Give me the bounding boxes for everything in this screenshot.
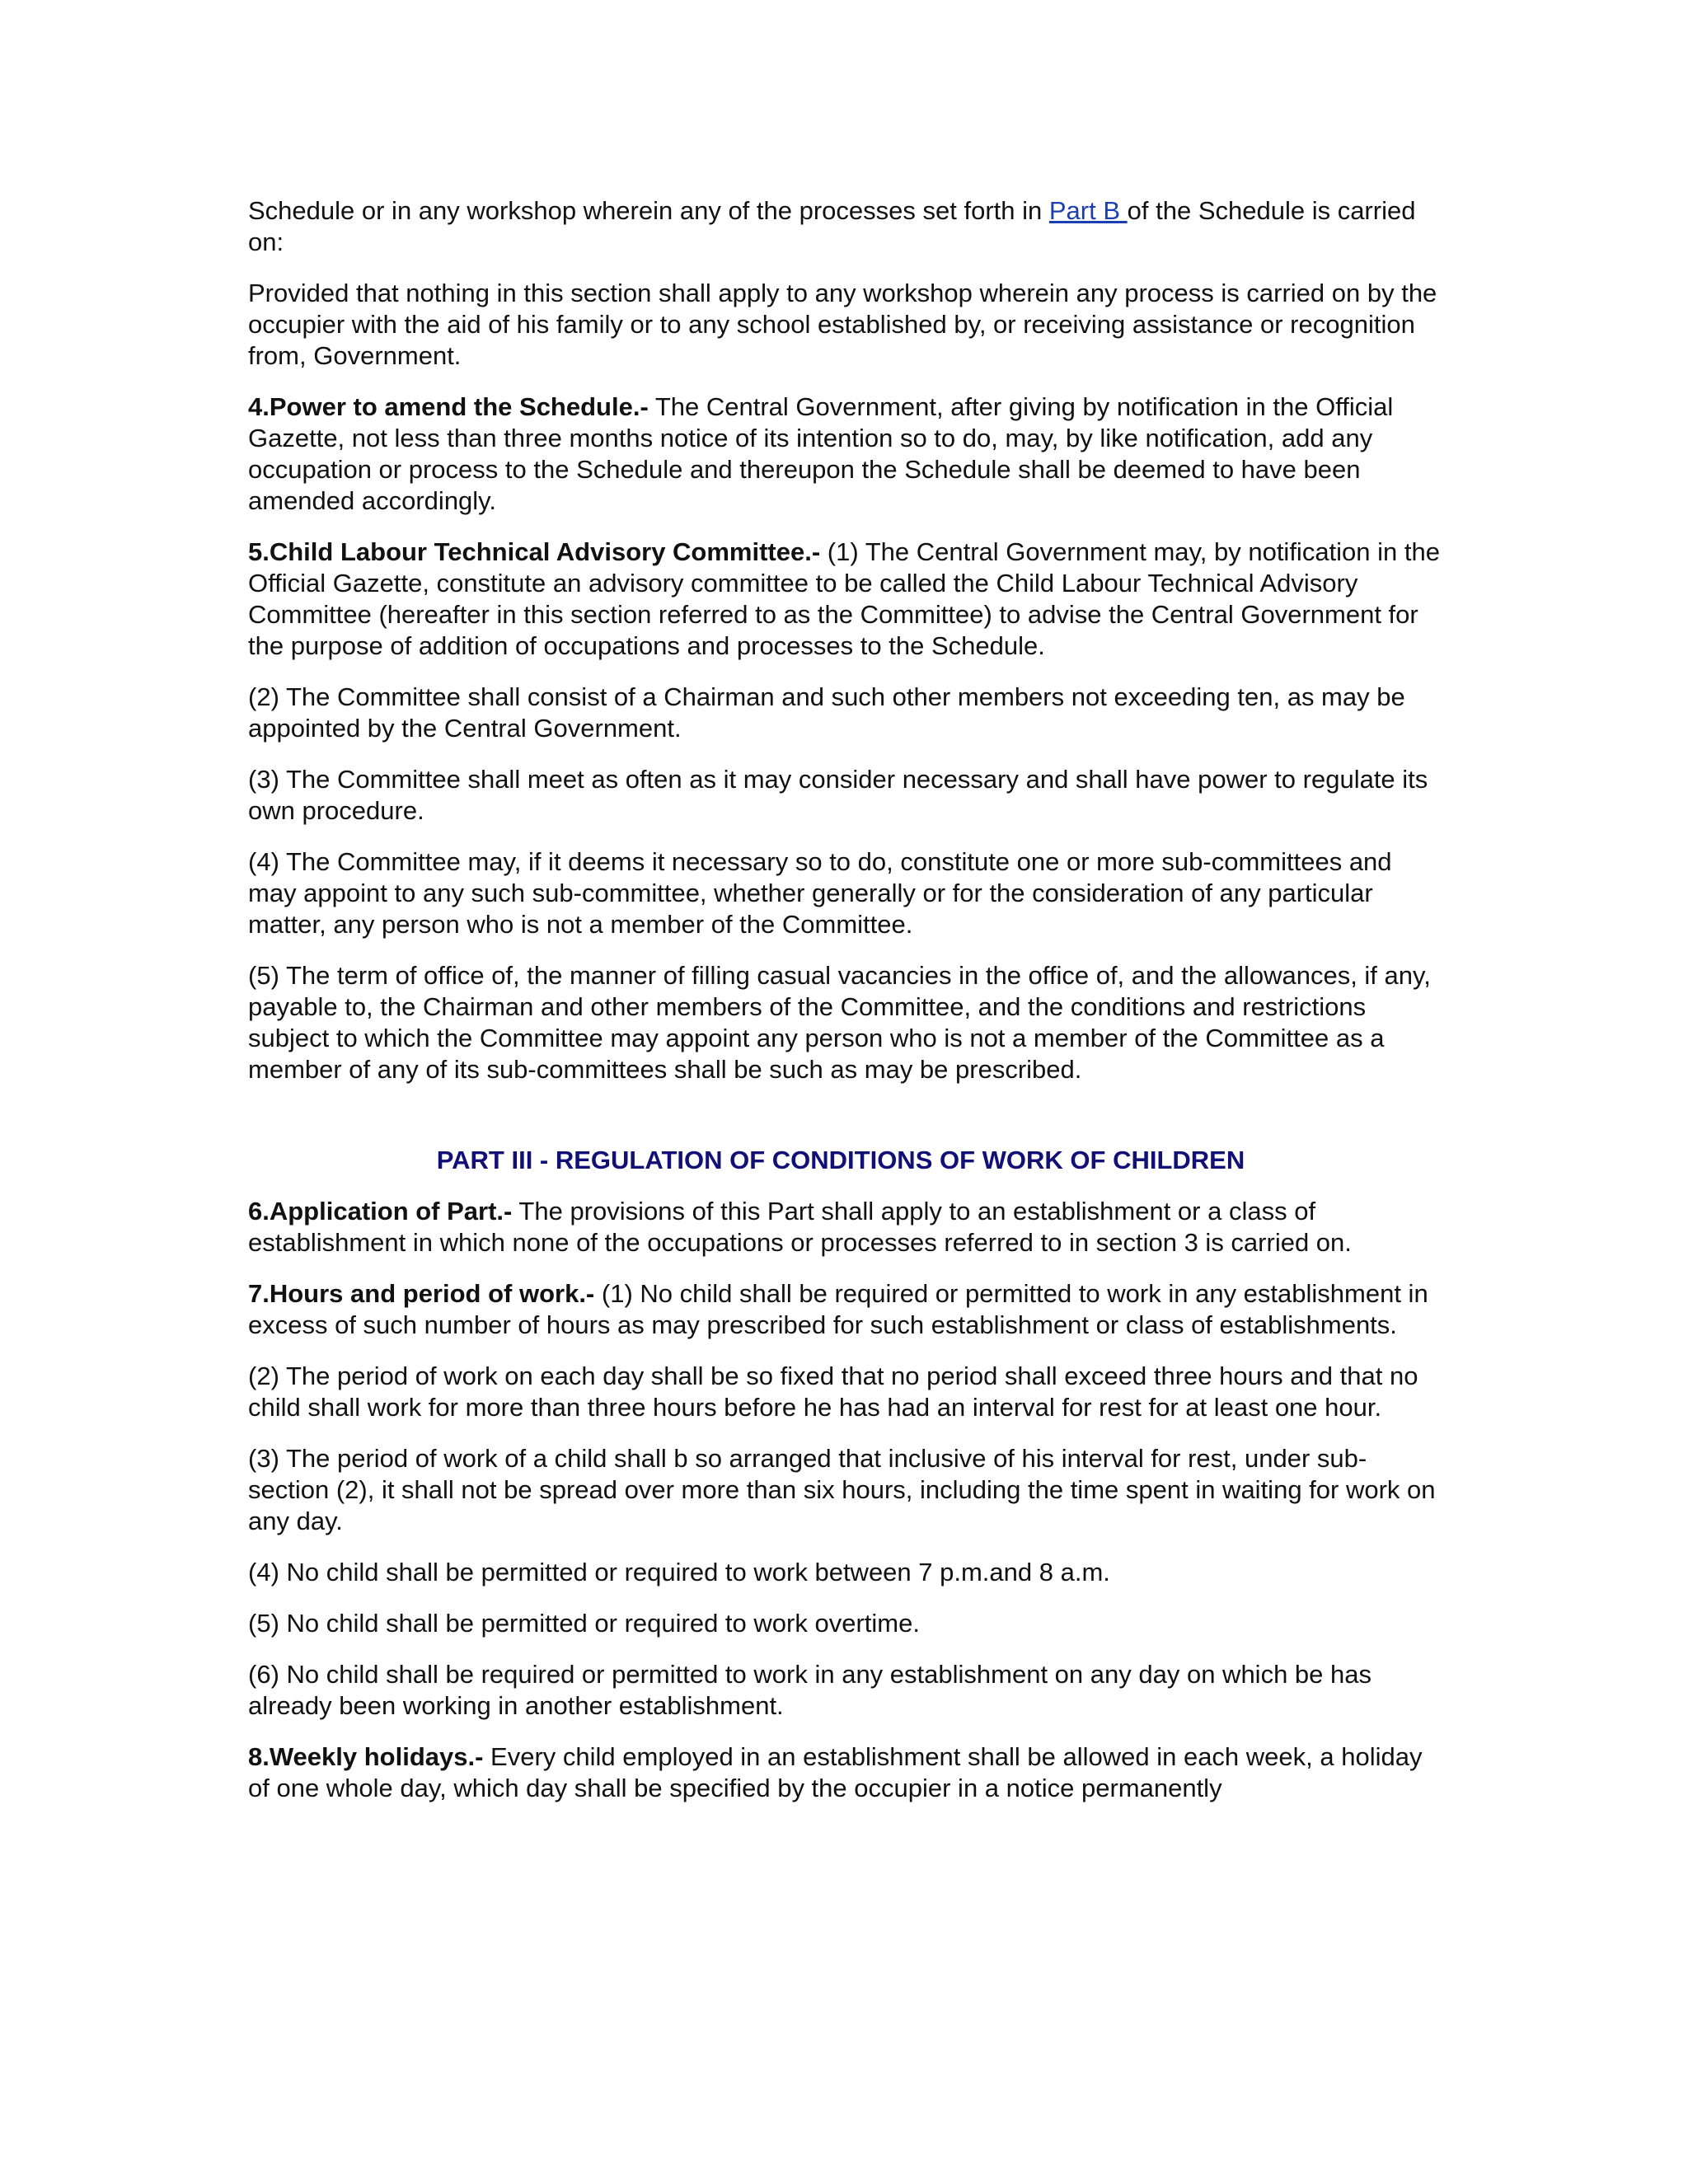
- section-6-paragraph: [248, 1196, 1443, 1258]
- proviso-paragraph: Provided that nothing in this section shall apply to any workshop wherein any process is carried on by the occupier with the aid of his family or to any school established by, or receiving assistance or recognition from, Government.: [248, 279, 1437, 370]
- intro-text-after-link: of the Schedule is carried on:: [248, 196, 1416, 256]
- part-iii-heading: PART III - REGULATION OF CONDITIONS OF WORK OF CHILDREN: [436, 1146, 1245, 1174]
- section-4-text: The Central Government, after giving by notification in the Official Gazette, not less than three months notice of its intention so to do, may, by like notification, add any occupation or process to the Schedule and thereupon the Schedule shall be deemed to have been amended accordingly.: [248, 392, 1394, 515]
- section-8-paragraph: [248, 1741, 1443, 1804]
- section-7-subsection-4: (4) No child shall be permitted or required to work between 7 p.m.and 8 a.m.: [248, 1558, 1110, 1586]
- section-7-heading: 7.Hours and period of work.-: [248, 1279, 595, 1308]
- section-4-heading: 4.Power to amend the Schedule.-: [248, 392, 649, 421]
- intro-paragraph: [248, 195, 1443, 258]
- section-5-text: (1) The Central Government may, by notification in the Official Gazette, constitute an advisory committee to be called the Child Labour Technical Advisory Committee (hereafter in this section referred to as the Committee) to advise the Central Government for the purpose of addition of occupations and processes to the Schedule.: [248, 537, 1440, 660]
- section-6-text: The provisions of this Part shall apply to an establishment or a class of establishment in which none of the occupations or processes referred to in section 3 is carried on.: [248, 1197, 1352, 1257]
- section-5-subsection-2: (2) The Committee shall consist of a Chairman and such other members not exceeding ten, as may be appointed by the Central Government.: [248, 682, 1405, 743]
- section-7-subsection-6: (6) No child shall be required or permitted to work in any establishment on any day on which be has already been working in another establishment.: [248, 1660, 1372, 1720]
- document-page: [248, 195, 1443, 1824]
- section-5-subsection-3: (3) The Committee shall meet as often as it may consider necessary and shall have power to regulate its own procedure.: [248, 765, 1428, 825]
- section-5-heading: 5.Child Labour Technical Advisory Committee.-: [248, 537, 821, 566]
- section-5-subsection-4: (4) The Committee may, if it deems it necessary so to do, constitute one or more sub-committees and may appoint to any such sub-committee, whether generally or for the consideration of any particular matter, any person who is not a member of the Committee.: [248, 847, 1392, 939]
- section-5-subsection-5: (5) The term of office of, the manner of filling casual vacancies in the office of, and the allowances, if any, payable to, the Chairman and other members of the Committee, and the conditions and restrictions subject to which the Committee may appoint any person who is not a member of the Committee as a member of any of its sub-committees shall be such as may be prescribed.: [248, 961, 1431, 1084]
- section-8-heading: 8.Weekly holidays.-: [248, 1742, 484, 1771]
- section-4-paragraph: [248, 391, 1443, 517]
- section-5-paragraph: [248, 537, 1443, 662]
- section-6-heading: 6.Application of Part.-: [248, 1197, 513, 1226]
- section-7-subsection-3: (3) The period of work of a child shall b so arranged that inclusive of his interval for rest, under sub-section (2), it shall not be spread over more than six hours, including the time spent in waiting for work on any day.: [248, 1444, 1436, 1535]
- intro-text-before-link: Schedule or in any workshop wherein any of the processes set forth in: [248, 196, 1049, 225]
- section-7-paragraph: [248, 1278, 1443, 1341]
- section-7-subsection-2: (2) The period of work on each day shall be so fixed that no period shall exceed three hours and that no child shall work for more than three hours before he has had an interval for rest for at least one hour.: [248, 1361, 1418, 1422]
- part-b-link[interactable]: Part B: [1048, 196, 1128, 225]
- section-8-text: Every child employed in an establishment shall be allowed in each week, a holiday of one whole day, which day shall be specified by the occupier in a notice permanently: [248, 1742, 1423, 1802]
- section-7-subsection-5: (5) No child shall be permitted or required to work overtime.: [248, 1609, 920, 1638]
- section-7-text: (1) No child shall be required or permitted to work in any establishment in excess of such number of hours as may prescribed for such establishment or class of establishments.: [248, 1279, 1428, 1339]
